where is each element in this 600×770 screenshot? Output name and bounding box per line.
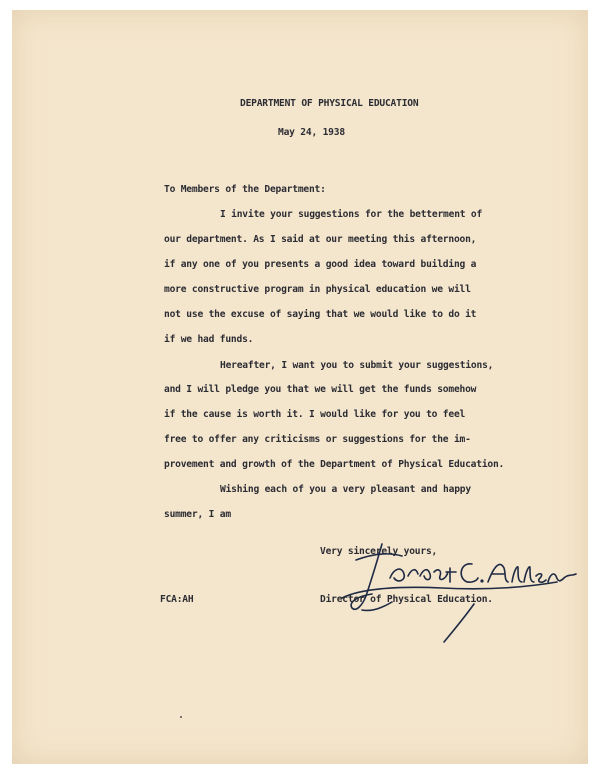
letter-page [12,10,588,764]
salutation: To Members of the Department: [164,184,326,195]
paragraph-line: if any one of you presents a good idea toward building a [164,259,477,270]
paragraph-line: not use the excuse of saying that we would like to do it [164,309,477,320]
paper-speck [180,716,182,718]
paragraph-line: Wishing each of you a very pleasant and happy [220,484,471,495]
paragraph-line: and I will pledge you that we will get the funds somehow [164,384,477,395]
handwritten-signature [332,538,582,648]
reference-initials: FCA:AH [160,594,194,605]
paragraph-line: summer, I am [164,509,231,520]
paragraph-line: more constructive program in physical education we will [164,284,471,295]
paragraph-line: our department. As I said at our meeting this afternoon, [164,234,477,245]
paragraph-line: free to offer any criticisms or suggestions for the im- [164,434,471,445]
paragraph-line: if we had funds. [164,334,254,345]
paragraph-line: I invite your suggestions for the betterment of [220,209,483,220]
letter-date: May 24, 1938 [278,127,345,138]
paragraph-line: Hereafter, I want you to submit your suggestions, [220,360,494,371]
paragraph-line: provement and growth of the Department of Physical Education. [164,459,505,470]
department-heading: DEPARTMENT OF PHYSICAL EDUCATION [240,98,419,109]
paragraph-line: if the cause is worth it. I would like for you to feel [164,409,466,420]
closing: Very sincerely yours, [320,546,438,557]
signer-title: Director of Physical Education. [320,594,493,605]
